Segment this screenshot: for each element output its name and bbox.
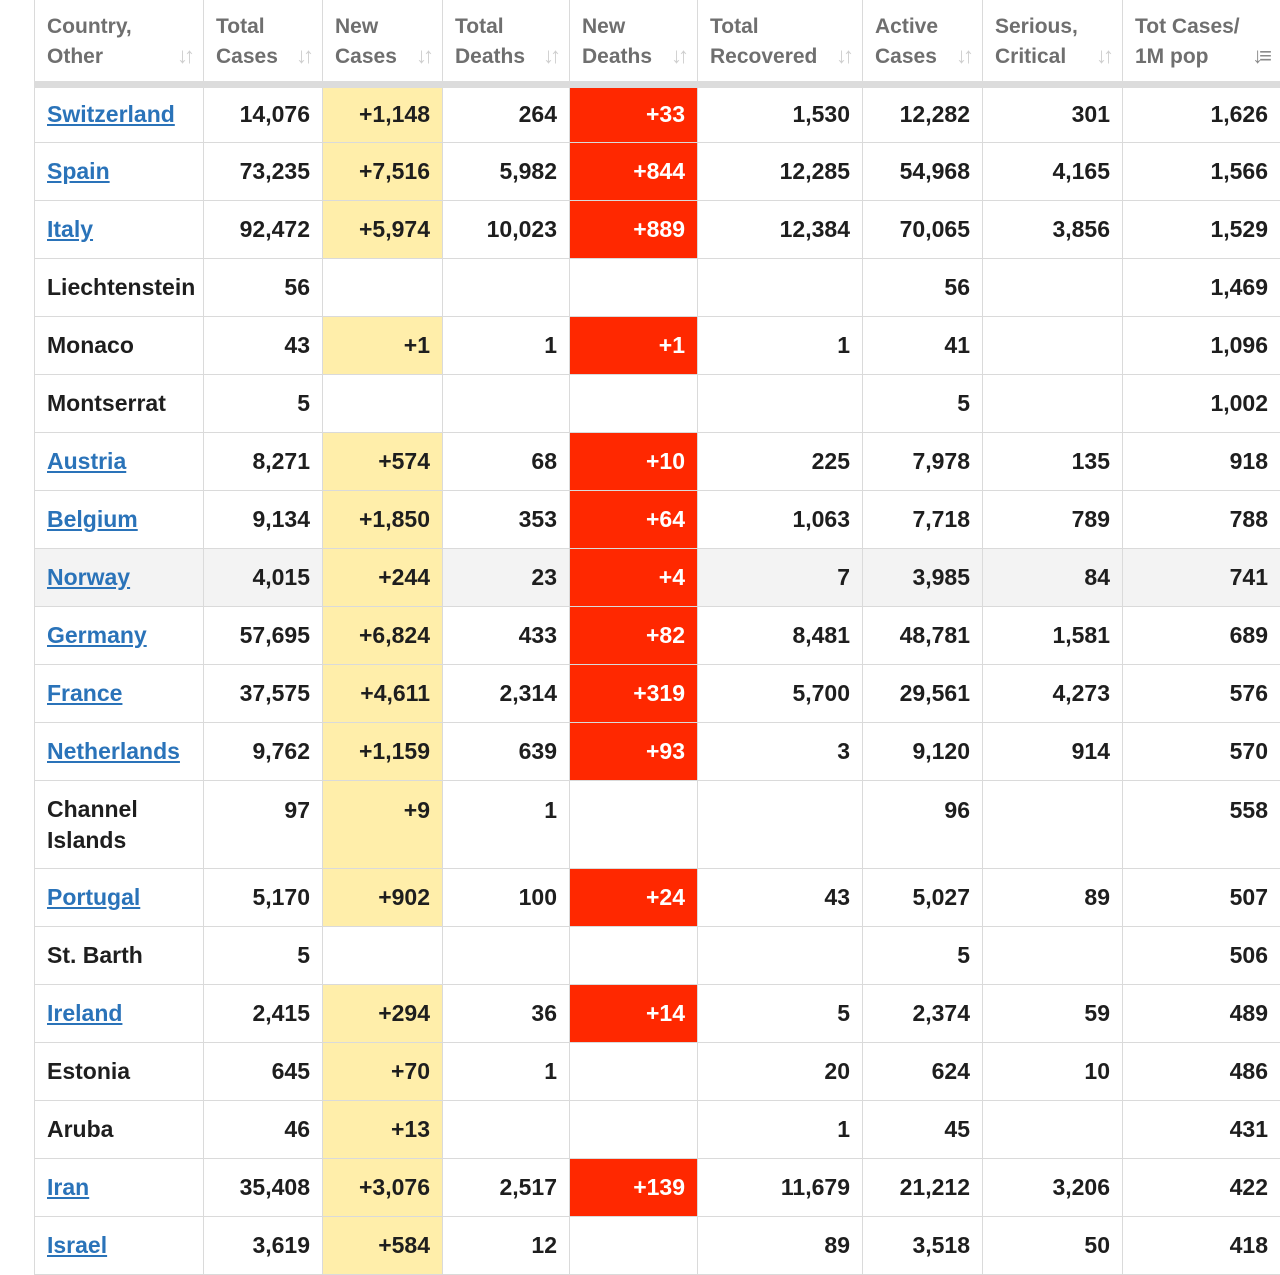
cell-new-cases: +244 xyxy=(323,548,443,606)
cell-country[interactable] xyxy=(35,722,204,780)
cell-total-deaths: 1 xyxy=(443,316,570,374)
cell-new-deaths: +139 xyxy=(570,1158,698,1216)
cell-serious-critical: 3,856 xyxy=(983,200,1123,258)
cell-active-cases: 12,282 xyxy=(863,84,983,142)
cell-active-cases: 96 xyxy=(863,780,983,868)
cell-new-cases: +1,148 xyxy=(323,84,443,142)
table-header-row xyxy=(35,0,1280,84)
cell-new-deaths: +844 xyxy=(570,142,698,200)
table-row xyxy=(35,606,1280,664)
cell-active-cases: 5 xyxy=(863,926,983,984)
cell-serious-critical: 50 xyxy=(983,1216,1123,1274)
table-row xyxy=(35,374,1280,432)
table-row xyxy=(35,984,1280,1042)
table-row xyxy=(35,868,1280,926)
cell-new-cases: +574 xyxy=(323,432,443,490)
cell-new-deaths: +64 xyxy=(570,490,698,548)
cell-new-deaths: +82 xyxy=(570,606,698,664)
cell-country xyxy=(35,316,204,374)
cell-new-cases xyxy=(323,374,443,432)
column-header-total-recovered[interactable] xyxy=(698,0,863,84)
cell-total-recovered xyxy=(698,780,863,868)
cell-tot-cases-1m: 418 xyxy=(1123,1216,1280,1274)
column-header-label: Total Deaths xyxy=(455,15,525,68)
cell-total-recovered: 11,679 xyxy=(698,1158,863,1216)
cell-serious-critical xyxy=(983,316,1123,374)
cell-country[interactable] xyxy=(35,984,204,1042)
column-header-label: Total Recovered xyxy=(710,15,817,68)
cell-new-deaths: +24 xyxy=(570,868,698,926)
cell-total-deaths: 264 xyxy=(443,84,570,142)
cell-total-recovered: 3 xyxy=(698,722,863,780)
cell-total-recovered: 8,481 xyxy=(698,606,863,664)
cell-country[interactable] xyxy=(35,606,204,664)
cell-country xyxy=(35,258,204,316)
cell-serious-critical: 3,206 xyxy=(983,1158,1123,1216)
cell-total-recovered xyxy=(698,258,863,316)
cell-tot-cases-1m: 1,002 xyxy=(1123,374,1280,432)
cell-active-cases: 54,968 xyxy=(863,142,983,200)
cell-new-cases: +13 xyxy=(323,1100,443,1158)
column-header-label: Serious, Critical xyxy=(995,15,1078,68)
cell-new-cases xyxy=(323,926,443,984)
column-header-label: Tot Cases/ 1M pop xyxy=(1135,15,1240,68)
sort-arrows-icon[interactable]: ↓↑ xyxy=(956,41,970,71)
cell-total-cases: 4,015 xyxy=(204,548,323,606)
cell-total-recovered: 1 xyxy=(698,316,863,374)
cell-serious-critical: 4,273 xyxy=(983,664,1123,722)
country-link[interactable]: Switzerland xyxy=(47,101,175,127)
cell-country xyxy=(35,374,204,432)
cell-serious-critical xyxy=(983,780,1123,868)
country-link[interactable]: Israel xyxy=(47,1232,107,1258)
sort-arrows-icon[interactable]: ↓↑ xyxy=(1096,41,1110,71)
table-row xyxy=(35,780,1280,868)
country-link[interactable]: Portugal xyxy=(47,884,140,910)
cell-active-cases: 5 xyxy=(863,374,983,432)
country-name: Aruba xyxy=(47,1116,113,1142)
country-name: Liechtenstein xyxy=(47,274,195,300)
column-header-label: New Cases xyxy=(335,15,397,68)
cell-new-deaths: +10 xyxy=(570,432,698,490)
cell-country[interactable] xyxy=(35,490,204,548)
column-header-tot-cases-1m[interactable] xyxy=(1123,0,1280,84)
cell-tot-cases-1m: 788 xyxy=(1123,490,1280,548)
column-header-country[interactable] xyxy=(35,0,204,84)
cell-active-cases: 9,120 xyxy=(863,722,983,780)
cell-tot-cases-1m: 489 xyxy=(1123,984,1280,1042)
cell-total-deaths xyxy=(443,926,570,984)
country-name: Channel Islands xyxy=(47,796,138,853)
cell-total-cases: 2,415 xyxy=(204,984,323,1042)
sort-descending-icon[interactable]: ↓≡ xyxy=(1252,41,1268,71)
cell-total-cases: 46 xyxy=(204,1100,323,1158)
table-row xyxy=(35,432,1280,490)
country-link[interactable]: Iran xyxy=(47,1174,89,1200)
table-row xyxy=(35,722,1280,780)
cell-serious-critical: 1,581 xyxy=(983,606,1123,664)
table-row xyxy=(35,1100,1280,1158)
cell-total-deaths: 100 xyxy=(443,868,570,926)
cell-country[interactable] xyxy=(35,868,204,926)
country-link[interactable]: France xyxy=(47,680,122,706)
cell-new-deaths xyxy=(570,1042,698,1100)
cell-tot-cases-1m: 1,469 xyxy=(1123,258,1280,316)
country-name: Montserrat xyxy=(47,390,166,416)
sort-arrows-icon[interactable]: ↓↑ xyxy=(543,41,557,71)
country-link[interactable]: Spain xyxy=(47,158,110,184)
column-header-active-cases[interactable] xyxy=(863,0,983,84)
cell-total-deaths: 353 xyxy=(443,490,570,548)
cell-new-cases: +70 xyxy=(323,1042,443,1100)
cell-total-cases: 35,408 xyxy=(204,1158,323,1216)
country-link[interactable]: Italy xyxy=(47,216,93,242)
cell-country[interactable] xyxy=(35,1216,204,1274)
cell-country[interactable] xyxy=(35,1158,204,1216)
cell-serious-critical: 59 xyxy=(983,984,1123,1042)
cell-serious-critical: 914 xyxy=(983,722,1123,780)
cell-tot-cases-1m: 1,566 xyxy=(1123,142,1280,200)
cell-total-cases: 56 xyxy=(204,258,323,316)
cell-new-deaths: +14 xyxy=(570,984,698,1042)
cell-total-deaths: 36 xyxy=(443,984,570,1042)
cell-total-deaths xyxy=(443,374,570,432)
cell-tot-cases-1m: 431 xyxy=(1123,1100,1280,1158)
cell-total-recovered: 12,285 xyxy=(698,142,863,200)
cell-new-cases: +584 xyxy=(323,1216,443,1274)
cell-new-cases: +1,850 xyxy=(323,490,443,548)
cell-total-cases: 43 xyxy=(204,316,323,374)
cell-new-deaths xyxy=(570,1216,698,1274)
table-row xyxy=(35,1158,1280,1216)
cell-total-deaths: 10,023 xyxy=(443,200,570,258)
cell-new-cases: +6,824 xyxy=(323,606,443,664)
country-name: Estonia xyxy=(47,1058,130,1084)
cell-total-recovered xyxy=(698,374,863,432)
cell-tot-cases-1m: 918 xyxy=(1123,432,1280,490)
cell-total-recovered: 1,063 xyxy=(698,490,863,548)
cell-new-cases: +1 xyxy=(323,316,443,374)
cell-active-cases: 29,561 xyxy=(863,664,983,722)
cell-total-cases: 3,619 xyxy=(204,1216,323,1274)
cell-total-cases: 645 xyxy=(204,1042,323,1100)
cell-total-recovered: 89 xyxy=(698,1216,863,1274)
cell-serious-critical: 89 xyxy=(983,868,1123,926)
cell-tot-cases-1m: 570 xyxy=(1123,722,1280,780)
cell-serious-critical: 301 xyxy=(983,84,1123,142)
cell-total-cases: 5,170 xyxy=(204,868,323,926)
cell-tot-cases-1m: 507 xyxy=(1123,868,1280,926)
cell-total-deaths: 1 xyxy=(443,1042,570,1100)
column-header-total-deaths[interactable] xyxy=(443,0,570,84)
cell-total-cases: 73,235 xyxy=(204,142,323,200)
cell-total-deaths: 1 xyxy=(443,780,570,868)
cell-new-cases: +902 xyxy=(323,868,443,926)
column-header-label: Active Cases xyxy=(875,15,938,68)
cell-total-cases: 5 xyxy=(204,374,323,432)
cell-active-cases: 3,518 xyxy=(863,1216,983,1274)
column-header-label: Country, Other xyxy=(47,15,132,68)
table-row xyxy=(35,548,1280,606)
cell-active-cases: 7,718 xyxy=(863,490,983,548)
cell-serious-critical: 4,165 xyxy=(983,142,1123,200)
cell-new-cases: +1,159 xyxy=(323,722,443,780)
cell-new-deaths xyxy=(570,780,698,868)
cell-serious-critical: 789 xyxy=(983,490,1123,548)
table-row xyxy=(35,316,1280,374)
cell-active-cases: 56 xyxy=(863,258,983,316)
cell-new-deaths: +889 xyxy=(570,200,698,258)
sort-arrows-icon[interactable]: ↓↑ xyxy=(177,41,191,71)
cell-new-deaths: +319 xyxy=(570,664,698,722)
column-header-new-cases[interactable] xyxy=(323,0,443,84)
cell-tot-cases-1m: 486 xyxy=(1123,1042,1280,1100)
country-link[interactable]: Germany xyxy=(47,622,147,648)
country-link[interactable]: Norway xyxy=(47,564,130,590)
cell-total-cases: 57,695 xyxy=(204,606,323,664)
cell-total-deaths: 433 xyxy=(443,606,570,664)
cell-country xyxy=(35,1042,204,1100)
country-name: Monaco xyxy=(47,332,134,358)
cell-total-cases: 8,271 xyxy=(204,432,323,490)
cell-total-cases: 92,472 xyxy=(204,200,323,258)
cell-new-deaths: +93 xyxy=(570,722,698,780)
table-row xyxy=(35,84,1280,142)
cell-country[interactable] xyxy=(35,432,204,490)
cell-serious-critical xyxy=(983,1100,1123,1158)
cell-new-cases: +294 xyxy=(323,984,443,1042)
column-header-new-deaths[interactable] xyxy=(570,0,698,84)
cell-total-cases: 37,575 xyxy=(204,664,323,722)
cell-tot-cases-1m: 1,096 xyxy=(1123,316,1280,374)
column-header-label: New Deaths xyxy=(582,15,652,68)
cell-tot-cases-1m: 689 xyxy=(1123,606,1280,664)
cell-new-cases: +3,076 xyxy=(323,1158,443,1216)
country-link[interactable]: Austria xyxy=(47,448,126,474)
cell-total-recovered: 1 xyxy=(698,1100,863,1158)
cell-tot-cases-1m: 422 xyxy=(1123,1158,1280,1216)
cell-country[interactable] xyxy=(35,664,204,722)
cell-new-cases: +7,516 xyxy=(323,142,443,200)
cell-active-cases: 41 xyxy=(863,316,983,374)
cell-serious-critical xyxy=(983,258,1123,316)
country-link[interactable]: Belgium xyxy=(47,506,138,532)
table-row xyxy=(35,142,1280,200)
cell-total-deaths: 2,517 xyxy=(443,1158,570,1216)
cell-serious-critical: 10 xyxy=(983,1042,1123,1100)
cell-tot-cases-1m: 558 xyxy=(1123,780,1280,868)
cell-active-cases: 48,781 xyxy=(863,606,983,664)
cell-total-deaths: 5,982 xyxy=(443,142,570,200)
country-link[interactable]: Netherlands xyxy=(47,738,180,764)
cell-new-deaths: +1 xyxy=(570,316,698,374)
cell-total-deaths: 12 xyxy=(443,1216,570,1274)
sort-arrows-icon[interactable]: ↓↑ xyxy=(836,41,850,71)
cell-total-deaths: 23 xyxy=(443,548,570,606)
cell-country xyxy=(35,1100,204,1158)
cell-total-deaths xyxy=(443,258,570,316)
cell-tot-cases-1m: 506 xyxy=(1123,926,1280,984)
cell-new-cases: +5,974 xyxy=(323,200,443,258)
cell-total-deaths: 68 xyxy=(443,432,570,490)
table-row xyxy=(35,1216,1280,1274)
sort-arrows-icon[interactable]: ↓↑ xyxy=(296,41,310,71)
cell-total-recovered: 7 xyxy=(698,548,863,606)
cell-total-recovered: 5 xyxy=(698,984,863,1042)
cell-total-cases: 14,076 xyxy=(204,84,323,142)
column-header-label: Total Cases xyxy=(216,15,278,68)
cell-active-cases: 70,065 xyxy=(863,200,983,258)
cell-serious-critical: 84 xyxy=(983,548,1123,606)
cell-total-cases: 9,134 xyxy=(204,490,323,548)
cell-new-cases: +4,611 xyxy=(323,664,443,722)
cell-total-cases: 97 xyxy=(204,780,323,868)
table-row xyxy=(35,664,1280,722)
country-name: St. Barth xyxy=(47,942,143,968)
cell-total-deaths: 2,314 xyxy=(443,664,570,722)
covid-stats-table xyxy=(34,0,1280,1275)
cell-total-deaths xyxy=(443,1100,570,1158)
cell-active-cases: 45 xyxy=(863,1100,983,1158)
cell-tot-cases-1m: 576 xyxy=(1123,664,1280,722)
cell-new-deaths: +33 xyxy=(570,84,698,142)
cell-total-recovered: 20 xyxy=(698,1042,863,1100)
cell-serious-critical xyxy=(983,926,1123,984)
table-row xyxy=(35,258,1280,316)
cell-total-recovered xyxy=(698,926,863,984)
cell-total-cases: 5 xyxy=(204,926,323,984)
cell-total-cases: 9,762 xyxy=(204,722,323,780)
column-header-serious-critical[interactable] xyxy=(983,0,1123,84)
cell-country[interactable] xyxy=(35,200,204,258)
cell-total-recovered: 12,384 xyxy=(698,200,863,258)
cell-new-deaths xyxy=(570,926,698,984)
cell-active-cases: 2,374 xyxy=(863,984,983,1042)
cell-active-cases: 21,212 xyxy=(863,1158,983,1216)
table-row xyxy=(35,490,1280,548)
cell-new-deaths xyxy=(570,1100,698,1158)
cell-new-deaths: +4 xyxy=(570,548,698,606)
column-header-total-cases[interactable] xyxy=(204,0,323,84)
cell-serious-critical: 135 xyxy=(983,432,1123,490)
cell-active-cases: 7,978 xyxy=(863,432,983,490)
cell-total-recovered: 1,530 xyxy=(698,84,863,142)
cell-country[interactable] xyxy=(35,548,204,606)
table-body xyxy=(35,84,1280,1274)
cell-active-cases: 624 xyxy=(863,1042,983,1100)
sort-arrows-icon[interactable]: ↓↑ xyxy=(416,41,430,71)
cell-active-cases: 5,027 xyxy=(863,868,983,926)
cell-tot-cases-1m: 1,529 xyxy=(1123,200,1280,258)
cell-tot-cases-1m: 741 xyxy=(1123,548,1280,606)
cell-new-deaths xyxy=(570,258,698,316)
cell-new-cases xyxy=(323,258,443,316)
cell-country xyxy=(35,926,204,984)
cell-serious-critical xyxy=(983,374,1123,432)
cell-country[interactable] xyxy=(35,142,204,200)
cell-total-recovered: 225 xyxy=(698,432,863,490)
table-row xyxy=(35,200,1280,258)
cell-new-cases: +9 xyxy=(323,780,443,868)
cell-total-recovered: 5,700 xyxy=(698,664,863,722)
cell-active-cases: 3,985 xyxy=(863,548,983,606)
cell-new-deaths xyxy=(570,374,698,432)
cell-tot-cases-1m: 1,626 xyxy=(1123,84,1280,142)
country-link[interactable]: Ireland xyxy=(47,1000,122,1026)
table-row xyxy=(35,1042,1280,1100)
sort-arrows-icon[interactable]: ↓↑ xyxy=(671,41,685,71)
cell-country[interactable] xyxy=(35,84,204,142)
cell-total-recovered: 43 xyxy=(698,868,863,926)
table-row xyxy=(35,926,1280,984)
cell-total-deaths: 639 xyxy=(443,722,570,780)
cell-country xyxy=(35,780,204,868)
